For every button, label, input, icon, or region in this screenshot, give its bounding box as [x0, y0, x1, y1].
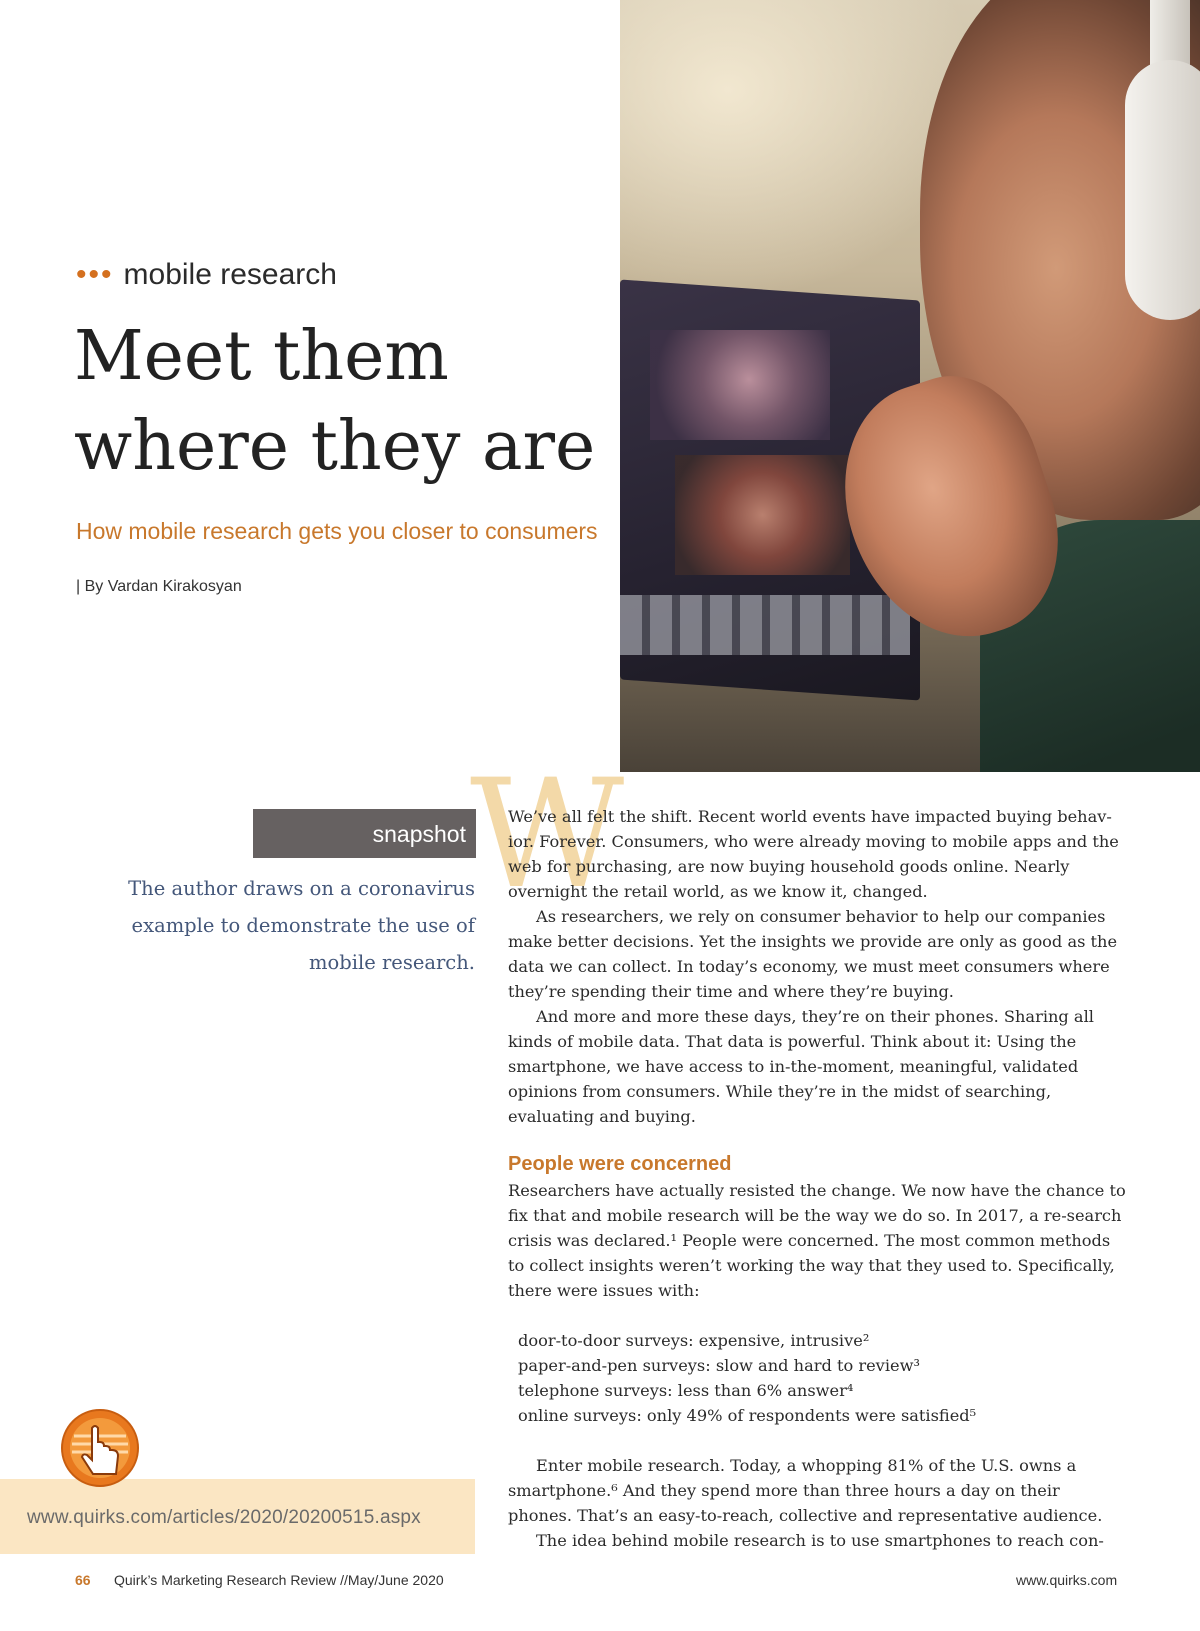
paragraph-3: And more and more these days, they’re on their phones. Sharing all kinds of mobile data. That data is powerful. Think about it: Using the smartphone, we have access to in-the-moment, meaningful, validated opinions from consumers. While they’re in the midst of searching, evaluating and buying.	[508, 1007, 1094, 1126]
article-title	[74, 312, 634, 492]
publication-name: Quirk’s Marketing Research Review //May/June 2020	[114, 1572, 444, 1588]
paragraph-4: Researchers have actually resisted the change. We now have the chance to fix that and mobile research will be the way we do so. In 2017, a re-search crisis was declared.¹ People were concerned. The most common methods to collect insights weren’t working the way that they used to. Specifically, there were issues with:	[508, 1181, 1126, 1300]
list-item: online surveys: only 49% of respondents were satisfied⁵	[518, 1406, 977, 1425]
article-body	[508, 804, 1128, 1553]
byline: | By Vardan Kirakosyan	[76, 578, 242, 595]
snapshot-text: The author draws on a coronavirus example to demonstrate the use of mobile research.	[128, 877, 475, 974]
photo-thumbnail-strip	[620, 595, 910, 655]
drop-cap: W	[470, 748, 625, 922]
kicker-dots-icon: •••	[76, 258, 114, 291]
snapshot-label: snapshot	[253, 809, 476, 858]
section-kicker	[76, 258, 337, 292]
paragraph-6: The idea behind mobile research is to use smartphones to reach con-	[536, 1531, 1104, 1550]
list-item: door-to-door surveys: expensive, intrusive²	[518, 1331, 870, 1350]
section-heading: People were concerned	[508, 1153, 732, 1175]
title-line-2: where they are	[74, 407, 596, 486]
site-url[interactable]: www.quirks.com	[1016, 1572, 1118, 1588]
hero-photo	[620, 0, 1200, 772]
article-subtitle: How mobile research gets you closer to consumers	[76, 518, 598, 544]
list-item: paper-and-pen surveys: slow and hard to review³	[518, 1356, 920, 1375]
paragraph-2: As researchers, we rely on consumer behavior to help our companies make better decisions. Yet the insights we provide are only as good as the data we can collect. In today’s economy, we must meet consumers where they’re spending their time and where they’re buying.	[508, 907, 1118, 1001]
pointer-hand-icon	[60, 1408, 140, 1488]
issues-list	[518, 1328, 1128, 1428]
title-line-1: Meet them	[74, 317, 449, 396]
kicker-label: mobile research	[123, 258, 337, 291]
photo-video-tile-2	[675, 455, 850, 575]
page-number: 66	[75, 1572, 91, 1588]
paragraph-1: We’ve all felt the shift. Recent world events have impacted buying behav-ior. Forever. Consumers, who were already moving to mobile apps and the web for purchasing, are now buying household goods online. Nearly overnight the retail world, as we know it, changed.	[508, 807, 1119, 901]
photo-headphone	[1125, 60, 1200, 320]
photo-video-tile-1	[650, 330, 830, 440]
list-item: telephone surveys: less than 6% answer⁴	[518, 1381, 854, 1400]
paragraph-5: Enter mobile research. Today, a whopping 81% of the U.S. owns a smartphone.⁶ And they spend more than three hours a day on their phones. That’s an easy-to-reach, collective and representative audience.	[508, 1456, 1103, 1525]
article-url-link[interactable]: www.quirks.com/articles/2020/20200515.aspx	[27, 1507, 421, 1528]
